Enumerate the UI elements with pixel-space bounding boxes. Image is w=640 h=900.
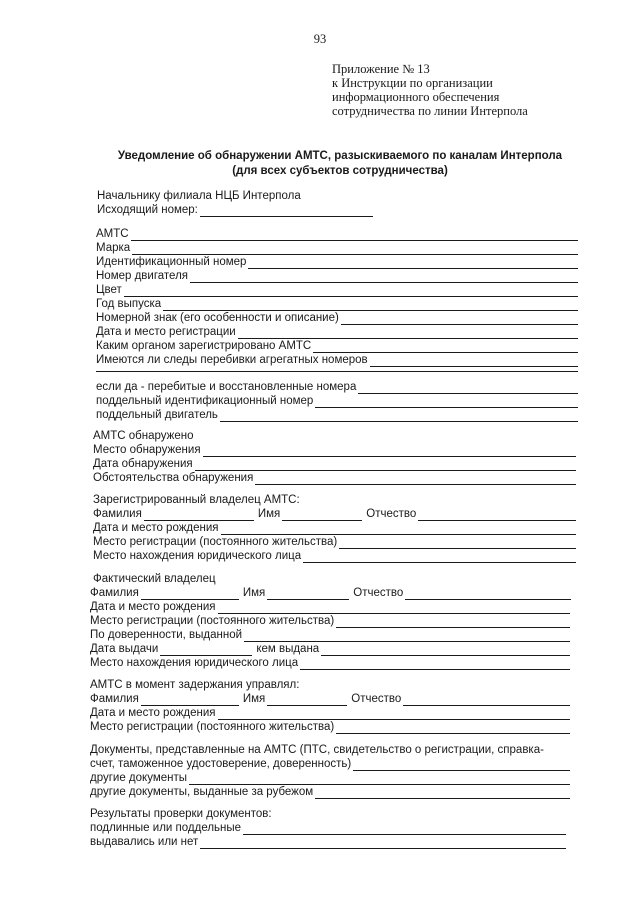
actual-owner-fio-row bbox=[90, 587, 573, 600]
check-genuine-row bbox=[90, 822, 568, 835]
reg-owner-heading: Зарегистрированный владелец АМТС: bbox=[93, 494, 300, 506]
outgoing-number-label: Исходящий номер: bbox=[97, 204, 198, 216]
actual-owner-poa-field[interactable] bbox=[244, 631, 570, 642]
brand-label: Марка bbox=[96, 242, 131, 254]
driver-heading: АМТС в момент задержания управлял: bbox=[90, 679, 300, 691]
page-number: 93 bbox=[313, 32, 327, 46]
driver-residence-row bbox=[90, 721, 572, 734]
found-place-row bbox=[93, 444, 578, 457]
fake-engine-field[interactable] bbox=[220, 411, 578, 422]
driver-patronymic-field[interactable] bbox=[403, 695, 570, 706]
if-yes-row bbox=[96, 381, 580, 394]
engine-row bbox=[96, 270, 580, 283]
other-documents-row bbox=[90, 772, 572, 785]
reg-authority-row bbox=[96, 340, 580, 353]
actual-owner-surname-field[interactable] bbox=[141, 589, 239, 600]
fake-vin-label: поддельный идентификационный номер bbox=[96, 395, 314, 407]
if-yes-field[interactable] bbox=[358, 383, 578, 394]
addressee-label: Начальнику филиала НЦБ Интерпола bbox=[97, 190, 301, 202]
color-row bbox=[96, 284, 580, 297]
reg-authority-field[interactable] bbox=[313, 342, 578, 353]
year-field[interactable] bbox=[163, 300, 578, 311]
actual-owner-heading: Фактический владелец bbox=[93, 573, 216, 585]
driver-fio-row bbox=[90, 693, 572, 706]
driver-birth-label: Дата и место рождения bbox=[90, 707, 216, 719]
reg-owner-birth-row bbox=[93, 522, 578, 535]
reg-owner-birth-field[interactable] bbox=[221, 524, 576, 535]
found-date-row bbox=[93, 458, 578, 471]
reg-authority-label: Каким органом зарегистрировано АМТС bbox=[96, 340, 312, 352]
tamper-field[interactable] bbox=[370, 356, 578, 367]
actual-owner-issue-date-field[interactable] bbox=[160, 645, 252, 656]
fake-vin-row bbox=[96, 395, 580, 408]
amts-label: АМТС bbox=[96, 228, 129, 240]
engine-field[interactable] bbox=[190, 272, 578, 283]
found-place-label: Место обнаружения bbox=[93, 444, 201, 456]
driver-heading-row bbox=[90, 679, 299, 692]
actual-owner-name-label: Имя bbox=[242, 587, 266, 599]
check-heading: Результаты проверки документов: bbox=[90, 808, 272, 820]
actual-owner-birth-field[interactable] bbox=[218, 603, 570, 614]
reg-owner-surname-label: Фамилия bbox=[93, 508, 142, 520]
reg-owner-birth-label: Дата и место рождения bbox=[93, 522, 219, 534]
found-heading-row bbox=[93, 430, 194, 443]
found-date-label: Дата обнаружения bbox=[93, 458, 193, 470]
abroad-documents-row bbox=[90, 786, 572, 799]
brand-field[interactable] bbox=[132, 244, 578, 255]
actual-owner-issue-date-label: Дата выдачи bbox=[90, 643, 159, 655]
color-field[interactable] bbox=[124, 286, 578, 297]
abroad-documents-field[interactable] bbox=[315, 788, 570, 799]
reg-owner-legal-field[interactable] bbox=[303, 552, 576, 563]
driver-birth-row bbox=[90, 707, 572, 720]
reg-owner-legal-label: Место нахождения юридического лица bbox=[93, 550, 302, 562]
driver-name-label: Имя bbox=[242, 693, 266, 705]
driver-residence-field[interactable] bbox=[336, 723, 570, 734]
actual-owner-poa-label: По доверенности, выданной bbox=[90, 629, 243, 641]
found-circumstances-field[interactable] bbox=[255, 474, 576, 485]
actual-owner-birth-label: Дата и место рождения bbox=[90, 601, 216, 613]
reg-owner-residence-label: Место регистрации (постоянного жительства) bbox=[93, 536, 338, 548]
plate-field[interactable] bbox=[341, 314, 578, 325]
driver-birth-field[interactable] bbox=[218, 709, 570, 720]
fake-engine-label: поддельный двигатель bbox=[96, 409, 218, 421]
found-circumstances-row bbox=[93, 472, 578, 485]
check-issued-label: выдавались или нет bbox=[90, 836, 199, 848]
addressee-line bbox=[97, 190, 301, 203]
appendix-line-1: Приложение № 13 bbox=[332, 62, 430, 76]
check-genuine-label: подлинные или поддельные bbox=[90, 822, 242, 834]
check-genuine-field[interactable] bbox=[243, 824, 566, 835]
actual-owner-residence-row bbox=[90, 615, 572, 628]
title-line-2: (для всех субъектов сотрудничества) bbox=[232, 164, 448, 177]
color-label: Цвет bbox=[96, 284, 122, 296]
reg-owner-name-label: Имя bbox=[257, 508, 281, 520]
check-heading-row bbox=[90, 808, 272, 821]
other-documents-field[interactable] bbox=[189, 774, 570, 785]
reg-owner-patronymic-label: Отчество bbox=[366, 508, 417, 520]
abroad-documents-label: другие документы, выданные за рубежом bbox=[90, 786, 314, 798]
fake-vin-field[interactable] bbox=[315, 397, 578, 408]
reg-date-place-field[interactable] bbox=[238, 328, 578, 339]
found-circumstances-label: Обстоятельства обнаружения bbox=[93, 472, 254, 484]
reg-date-place-row bbox=[96, 326, 580, 339]
reg-owner-heading-row bbox=[93, 494, 300, 507]
appendix-line-3: информационного обеспечения bbox=[332, 90, 500, 104]
actual-owner-residence-label: Место регистрации (постоянного жительства) bbox=[90, 615, 335, 627]
tamper-continuation-line[interactable] bbox=[96, 371, 578, 372]
check-issued-field[interactable] bbox=[200, 838, 566, 849]
document-title bbox=[0, 149, 640, 178]
vin-row bbox=[96, 256, 580, 269]
reg-owner-residence-field[interactable] bbox=[339, 538, 576, 549]
documents-line-1: Документы, представленные на АМТС (ПТС, свидетельство о регистрации, справка- bbox=[90, 744, 544, 756]
appendix-block bbox=[332, 62, 528, 118]
reg-owner-residence-row bbox=[93, 536, 578, 549]
actual-owner-birth-row bbox=[90, 601, 572, 614]
check-issued-row bbox=[90, 836, 568, 849]
driver-name-field[interactable] bbox=[267, 695, 347, 706]
plate-label: Номерной знак (его особенности и описание) bbox=[96, 312, 339, 324]
found-place-field[interactable] bbox=[203, 446, 576, 457]
found-date-field[interactable] bbox=[195, 460, 576, 471]
actual-owner-legal-row bbox=[90, 657, 572, 670]
amts-row bbox=[96, 228, 580, 241]
engine-label: Номер двигателя bbox=[96, 270, 189, 282]
actual-owner-name-field[interactable] bbox=[267, 589, 349, 600]
actual-owner-surname-label: Фамилия bbox=[90, 587, 139, 599]
amts-field[interactable] bbox=[131, 230, 578, 241]
actual-owner-issued-by-field[interactable] bbox=[321, 645, 570, 656]
actual-owner-issue-row bbox=[90, 643, 572, 656]
documents-line-2: счет, таможенное удостоверение, доверенность) bbox=[90, 758, 352, 770]
reg-owner-legal-row bbox=[93, 550, 578, 563]
appendix-line-4: сотрудничества по линии Интерпола bbox=[332, 104, 528, 118]
appendix-line-2: к Инструкции по организации bbox=[332, 76, 493, 90]
year-label: Год выпуска bbox=[96, 298, 162, 310]
plate-row bbox=[96, 312, 580, 325]
vin-field[interactable] bbox=[248, 258, 578, 269]
reg-date-place-label: Дата и место регистрации bbox=[96, 326, 236, 338]
reg-owner-fio-row bbox=[93, 508, 578, 521]
reg-owner-name-field[interactable] bbox=[282, 510, 362, 521]
outgoing-number-line bbox=[97, 204, 377, 217]
actual-owner-patronymic-field[interactable] bbox=[405, 589, 571, 600]
driver-surname-field[interactable] bbox=[141, 695, 239, 706]
reg-owner-patronymic-field[interactable] bbox=[418, 510, 576, 521]
reg-owner-surname-field[interactable] bbox=[144, 510, 254, 521]
driver-residence-label: Место регистрации (постоянного жительства) bbox=[90, 721, 335, 733]
tamper-label: Имеются ли следы перебивки агрегатных номеров bbox=[96, 354, 368, 366]
outgoing-number-field[interactable] bbox=[200, 206, 373, 217]
actual-owner-heading-row bbox=[93, 573, 216, 586]
if-yes-label: если да - перебитые и восстановленные номера bbox=[96, 381, 357, 393]
fake-engine-row bbox=[96, 409, 580, 422]
year-row bbox=[96, 298, 580, 311]
title-line-1: Уведомление об обнаружении АМТС, разыскиваемого по каналам Интерпола bbox=[117, 150, 563, 162]
actual-owner-issued-by-label: кем выдана bbox=[256, 643, 320, 655]
driver-surname-label: Фамилия bbox=[90, 693, 139, 705]
vin-label: Идентификационный номер bbox=[96, 256, 247, 268]
actual-owner-patronymic-label: Отчество bbox=[353, 587, 404, 599]
other-documents-label: другие документы bbox=[90, 772, 188, 784]
brand-row bbox=[96, 242, 580, 255]
actual-owner-poa-row bbox=[90, 629, 572, 642]
actual-owner-legal-field[interactable] bbox=[300, 659, 570, 670]
documents-line-1-row bbox=[90, 744, 544, 757]
documents-line-2-row bbox=[90, 758, 572, 771]
tamper-row bbox=[96, 354, 580, 367]
actual-owner-legal-label: Место нахождения юридического лица bbox=[90, 657, 299, 669]
found-heading: АМТС обнаружено bbox=[93, 430, 194, 442]
documents-field[interactable] bbox=[353, 760, 570, 771]
actual-owner-residence-field[interactable] bbox=[336, 617, 570, 628]
driver-patronymic-label: Отчество bbox=[351, 693, 402, 705]
